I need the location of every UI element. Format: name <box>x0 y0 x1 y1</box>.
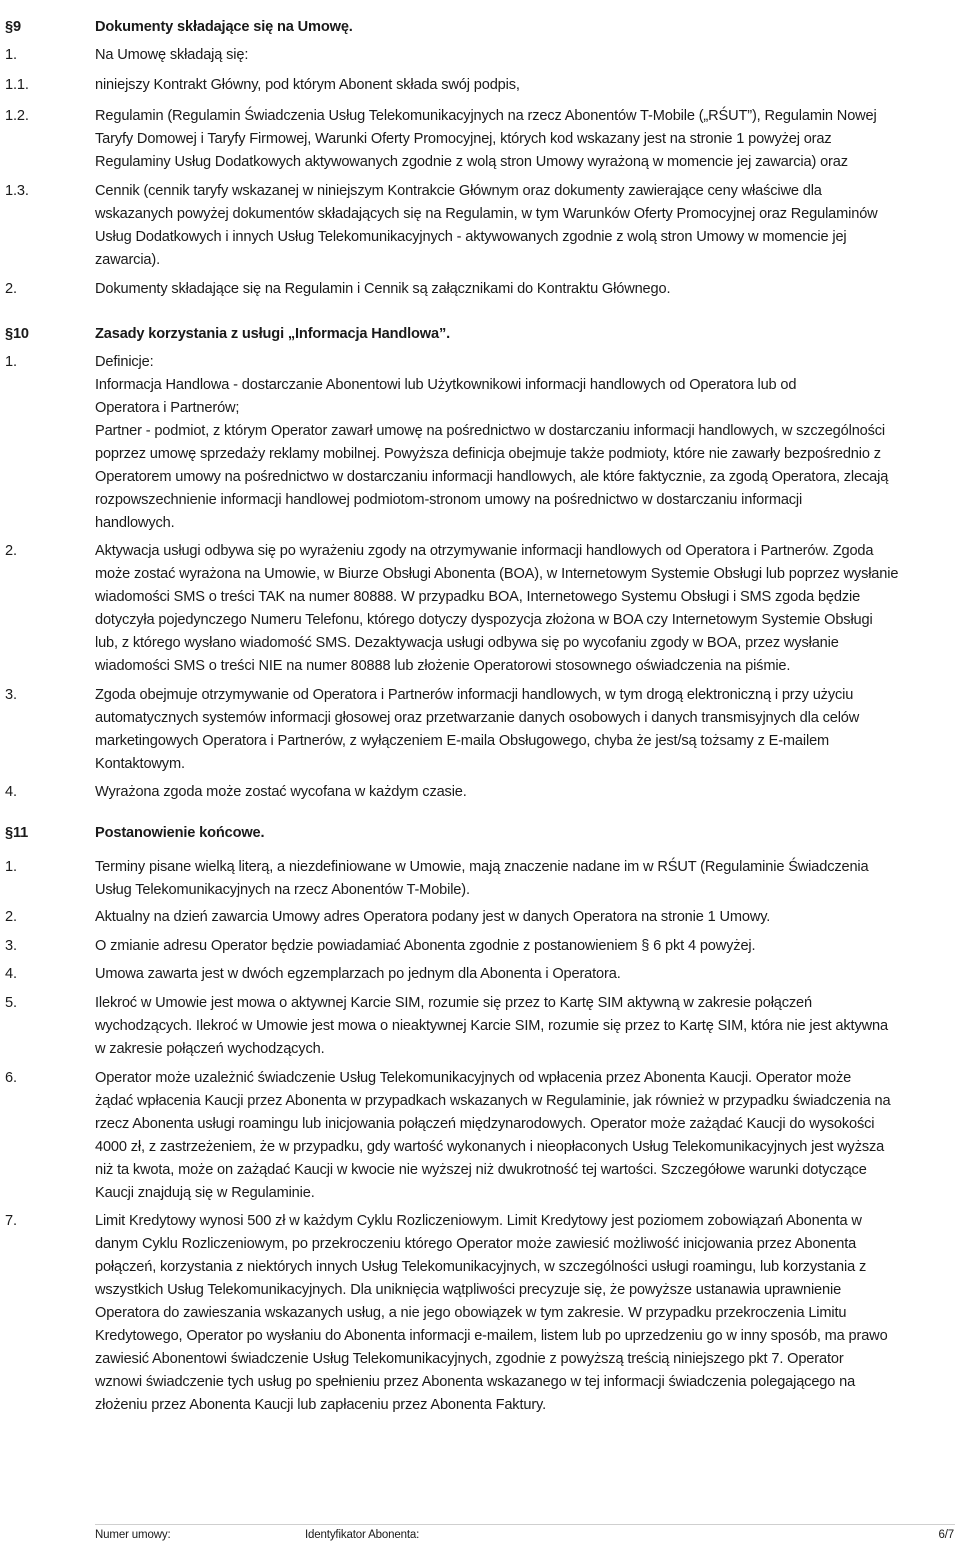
paragraph-line: może zostać wyrażona na Umowie, w Biurze Obsługi Abonenta (BOA), w Internetowym Systemie Obsługi lub poprzez wysłanie <box>95 566 899 582</box>
item-number: 4. <box>5 966 17 982</box>
paragraph-line: Kontaktowym. <box>95 756 185 772</box>
paragraph-line: wiadomości SMS o treści NIE na numer 80888 lub złożenie Operatorowi stosownego oświadczenia na piśmie. <box>95 658 791 674</box>
item-number: 1.3. <box>5 183 29 199</box>
item-number: 1.2. <box>5 108 29 124</box>
paragraph-line: Wyrażona zgoda może zostać wycofana w każdym czasie. <box>95 784 467 800</box>
paragraph-line: żądać wpłacenia Kaucji przez Abonenta w przypadkach wskazanych w Regulaminie, jak również w przypadku świadczenia na <box>95 1093 891 1109</box>
paragraph-line: dotyczyła pojedynczego Numeru Telefonu, którego dotyczy dyspozycja złożona w BOA czy Internetowym Systemie Obsługi <box>95 612 873 628</box>
item-number: 3. <box>5 938 17 954</box>
item-number: 7. <box>5 1213 17 1229</box>
item-number: 4. <box>5 784 17 800</box>
section-title: Postanowienie końcowe. <box>95 825 265 841</box>
paragraph-line: wznowi świadczenie tych usług po spełnieniu przez Abonenta wskazanego w tej informacji świadczenia polegającego na <box>95 1374 856 1390</box>
paragraph-line: lub, z którego wysłano wiadomość SMS. Dezaktywacja usługi odbywa się po wycofaniu zgody w BOA, przez wysłanie <box>95 635 839 651</box>
paragraph-line: Operatorem umowy na pośrednictwo w dostarczaniu informacji handlowych, ale które faktycznie, za zgodą Operatora, zlecają <box>95 469 889 485</box>
item-number: 1. <box>5 47 17 63</box>
paragraph-line: w zakresie połączeń wychodzących. <box>95 1041 325 1057</box>
paragraph-line: połączeń, korzystania z niektórych innych Usług Telekomunikacyjnych, w szczególności usługi roamingu, lub korzystania z <box>95 1259 867 1275</box>
paragraph-line: Regulamin (Regulamin Świadczenia Usług Telekomunikacyjnych na rzecz Abonentów T-Mobile („RŚUT”), Regulamin Nowej <box>95 108 877 124</box>
item-number: 1. <box>5 354 17 370</box>
paragraph-line: Limit Kredytowy wynosi 500 zł w każdym Cyklu Rozliczeniowym. Limit Kredytowy jest poziomem zobowiązań Abonenta w <box>95 1213 862 1229</box>
page-number: 6/7 <box>938 1529 954 1541</box>
paragraph-line: Dokumenty składające się na Regulamin i Cennik są załącznikami do Kontraktu Głównego. <box>95 281 671 297</box>
paragraph-line: Usług Dodatkowych i innych Usług Telekomunikacyjnych - aktywowanych zgodnie z wolą stron Umowy w momencie jej <box>95 229 847 245</box>
paragraph-line: rzecz Abonenta usługi roamingu lub inicjowania połączeń międzynarodowych. Operator może zażądać Kaucji do wysokości <box>95 1116 875 1132</box>
paragraph-line: wszystkich Usług Telekomunikacyjnych. Dla uniknięcia wątpliwości precyzuje się, że powyższe ustanawia uprawnienie <box>95 1282 842 1298</box>
item-number: 2. <box>5 909 17 925</box>
paragraph-line: poprzez umowę sprzedaży reklamy mobilnej. Powyższa definicja obejmuje także podmioty, które nie zawarły bezpośrednio z <box>95 446 881 462</box>
contract-number-label: Numer umowy: <box>95 1529 171 1541</box>
paragraph-line: wychodzących. Ilekroć w Umowie jest mowa o nieaktywnej Karcie SIM, rozumie się przez to Kartę SIM, która nie jest aktywna <box>95 1018 888 1034</box>
paragraph-line: O zmianie adresu Operator będzie powiadamiać Abonenta zgodnie z postanowieniem § 6 pkt 4 powyżej. <box>95 938 756 954</box>
item-number: 1.1. <box>5 77 29 93</box>
section-number: §10 <box>5 326 29 342</box>
paragraph-line: niż ta kwota, może on zażądać Kaucji w kwocie nie wyższej niż dwukrotność tej wartości. Szczegółowe warunki dotyczące <box>95 1162 867 1178</box>
paragraph-line: marketingowych Operatora i Partnerów, z wyłączeniem E-maila Obsługowego, chyba że jest/są tożsamy z E-mailem <box>95 733 830 749</box>
paragraph-line: Taryfy Domowej i Taryfy Firmowej, Warunki Oferty Promocyjnej, których kod wskazany jest na stronie 1 powyżej oraz <box>95 131 832 147</box>
paragraph-line: niniejszy Kontrakt Główny, pod którym Abonent składa swój podpis, <box>95 77 520 93</box>
paragraph-line: Operator może uzależnić świadczenie Usług Telekomunikacyjnych od wpłacenia przez Abonenta Kaucji. Operator może <box>95 1070 852 1086</box>
footer-divider <box>95 1524 955 1525</box>
section-number: §9 <box>5 19 21 35</box>
paragraph-line: Partner - podmiot, z którym Operator zawarł umowę na pośrednictwo w dostarczaniu informacji handlowych, w szczególności <box>95 423 886 439</box>
item-number: 6. <box>5 1070 17 1086</box>
paragraph-line: Aktywacja usługi odbywa się po wyrażeniu zgody na otrzymywanie informacji handlowych od Operatora i Partnerów. Zgoda <box>95 543 874 559</box>
paragraph-line: Na Umowę składają się: <box>95 47 249 63</box>
paragraph-line: automatycznych systemów informacji głosowej oraz przetwarzanie danych osobowych i danych transmisyjnych dla celów <box>95 710 860 726</box>
paragraph-line: zawarcia). <box>95 252 160 268</box>
paragraph-line: złożeniu przez Abonenta Kaucji lub zapłaceniu przez Abonenta Faktury. <box>95 1397 546 1413</box>
paragraph-line: Zgoda obejmuje otrzymywanie od Operatora i Partnerów informacji handlowych, w tym drogą elektroniczną i przy użyciu <box>95 687 854 703</box>
paragraph-line: Usług Telekomunikacyjnych na rzecz Abonentów T-Mobile). <box>95 882 470 898</box>
paragraph-line: zawiesić Abonentowi świadczenie Usług Telekomunikacyjnych, zgodnie z powyższą treścią niniejszego pkt 7. Operator <box>95 1351 844 1367</box>
paragraph-line: wiadomości SMS o treści TAK na numer 80888. W przypadku BOA, Internetowego Systemu Obsługi i SMS zgoda będzie <box>95 589 861 605</box>
paragraph-line: Ilekroć w Umowie jest mowa o aktywnej Karcie SIM, rozumie się przez to Kartę SIM aktywną w zakresie połączeń <box>95 995 812 1011</box>
item-number: 2. <box>5 543 17 559</box>
paragraph-line: handlowych. <box>95 515 175 531</box>
paragraph-line: Aktualny na dzień zawarcia Umowy adres Operatora podany jest w danych Operatora na stronie 1 Umowy. <box>95 909 771 925</box>
paragraph-line: Regulaminy Usług Dodatkowych aktywowanych zgodnie z wolą stron Umowy wyrażoną w momencie jej zawarcia) oraz <box>95 154 848 170</box>
paragraph-line: 4000 zł, z zastrzeżeniem, że w przypadku, gdy wartość wykonanych i nieopłaconych Usług Telekomunikacyjnych jest wyższa <box>95 1139 885 1155</box>
item-number: 3. <box>5 687 17 703</box>
item-number: 2. <box>5 281 17 297</box>
paragraph-line: rozpowszechnienie informacji handlowej podmiotom-stronom umowy na pośrednictwo w dostarczaniu informacji <box>95 492 803 508</box>
paragraph-line: Cennik (cennik taryfy wskazanej w niniejszym Kontrakcie Głównym oraz dokumenty zawierające ceny właściwe dla <box>95 183 822 199</box>
paragraph-line: Kredytowego, Operator po wysłaniu do Abonenta informacji e-mailem, listem lub po uprzedzeniu go w inny sposób, ma prawo <box>95 1328 888 1344</box>
paragraph-line: Definicje: <box>95 354 154 370</box>
paragraph-line: Umowa zawarta jest w dwóch egzemplarzach po jednym dla Abonenta i Operatora. <box>95 966 621 982</box>
section-title: Dokumenty składające się na Umowę. <box>95 19 353 35</box>
item-number: 1. <box>5 859 17 875</box>
item-number: 5. <box>5 995 17 1011</box>
paragraph-line: danym Cyklu Rozliczeniowym, po przekroczeniu którego Operator może zawiesić możliwość inicjowania przez Abonenta <box>95 1236 857 1252</box>
paragraph-line: Operatora i Partnerów; <box>95 400 240 416</box>
section-number: §11 <box>5 825 29 841</box>
subscriber-id-label: Identyfikator Abonenta: <box>305 1529 420 1541</box>
paragraph-line: wskazanych powyżej dokumentów składających się na Regulamin, w tym Warunków Oferty Promocyjnej oraz Regulaminów <box>95 206 878 222</box>
paragraph-line: Informacja Handlowa - dostarczanie Abonentowi lub Użytkownikowi informacji handlowych od Operatora lub od <box>95 377 797 393</box>
section-title: Zasady korzystania z usługi „Informacja Handlowa”. <box>95 326 451 342</box>
paragraph-line: Operatora do zawieszania wskazanych usług, a nie jego obowiązek w tym zakresie. W przypadku przekroczenia Limitu <box>95 1305 847 1321</box>
paragraph-line: Kaucji znajdują się w Regulaminie. <box>95 1185 315 1201</box>
paragraph-line: Terminy pisane wielką literą, a niezdefiniowane w Umowie, mają znaczenie nadane im w RŚUT (Regulaminie Świadczenia <box>95 859 869 875</box>
